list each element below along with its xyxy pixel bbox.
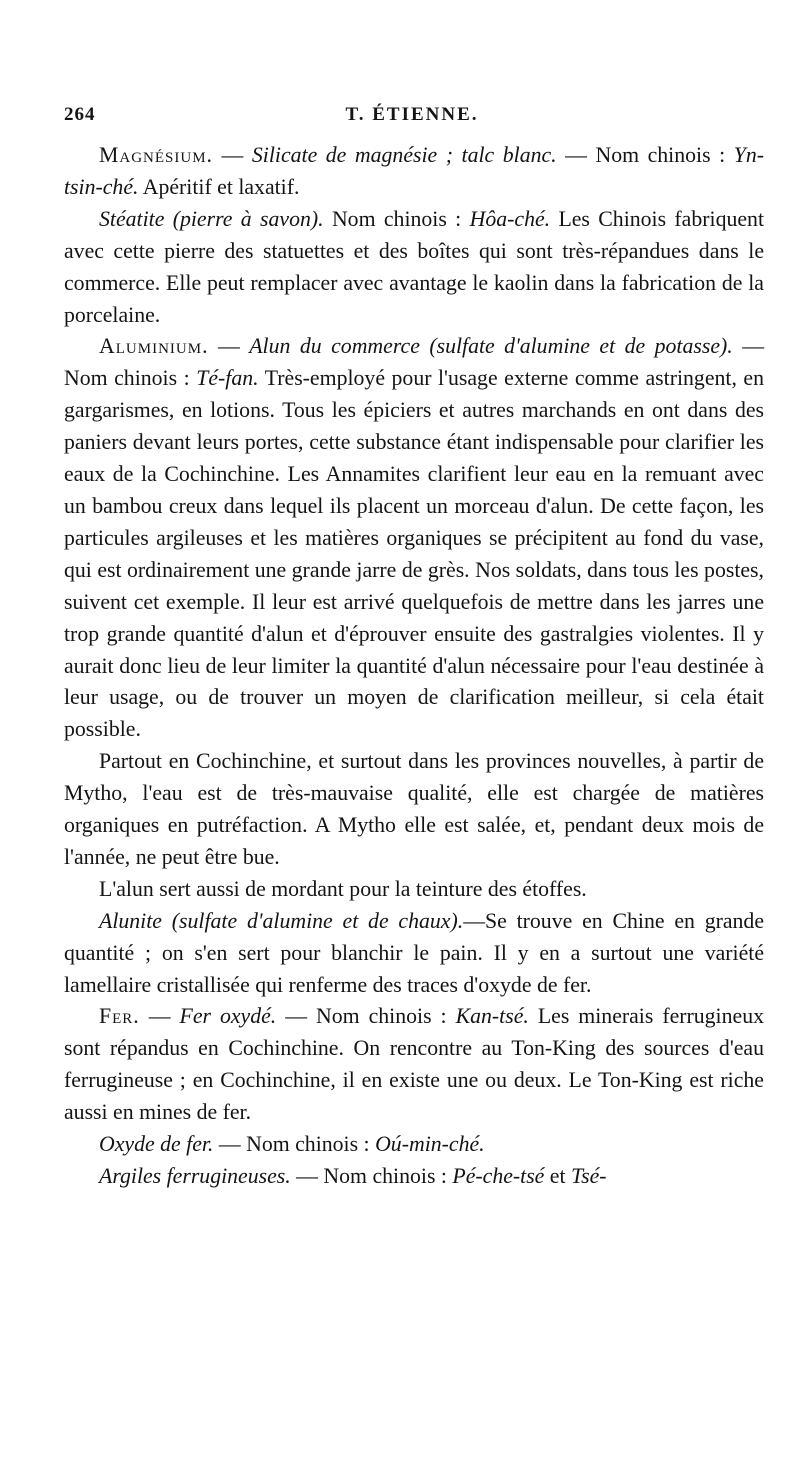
text-run: —: [208, 334, 250, 359]
section-heading: Aluminium.: [99, 334, 209, 359]
text-run: et: [544, 1164, 571, 1188]
section-heading: Magnésium.: [99, 143, 213, 167]
italic-term: Tsé-: [571, 1164, 607, 1188]
text-run: —: [139, 1004, 180, 1029]
running-header: [64, 104, 760, 134]
italic-term: Yn-tsin-ché.: [64, 143, 764, 199]
paragraph: [64, 746, 764, 874]
paragraph: [64, 204, 764, 332]
italic-term: Pé-che-tsé: [452, 1164, 545, 1188]
text-run: — Nom chinois :: [290, 1164, 453, 1188]
text-run: Nom chinois :: [323, 206, 470, 231]
page-number: 264: [64, 104, 96, 125]
text-run: — Nom chinois :: [64, 334, 764, 391]
italic-term: Stéatite (pierre à savon).: [99, 206, 324, 231]
paragraph: [64, 874, 764, 906]
italic-term: Hôa-ché.: [469, 206, 551, 231]
italic-term: Kan-tsé.: [455, 1004, 529, 1029]
italic-term: Alun du commerce (sulfate d'alumine et de potasse).: [249, 334, 733, 359]
text-run: Les Chinois fabriquent avec cette pierre des statuettes et des boîtes qui sont très-répandues dans le commerce. Elle peut remplacer avec avantage le kaolin dans la fabrication de la porcelaine.: [64, 206, 764, 327]
text-run: — Nom chinois :: [276, 1004, 456, 1029]
text-run: — Nom chinois :: [213, 1132, 376, 1157]
running-title: T. ÉTIENNE.: [345, 104, 479, 125]
body-text: [64, 140, 764, 1193]
italic-term: Fer oxydé.: [179, 1004, 277, 1029]
paragraph: [64, 906, 764, 1002]
paragraph: [64, 1161, 764, 1193]
text-run: Apéritif et laxatif.: [138, 174, 300, 199]
paragraph: [64, 140, 764, 204]
italic-term: Silicate de magnésie ; talc blanc.: [251, 143, 557, 167]
paragraph: [64, 1129, 764, 1161]
section-heading: Fer.: [99, 1004, 140, 1029]
text-run: —Se trouve en Chine en grande quantité ; on s'en sert pour blanchir le pain. Il y en a surtout une variété lamellaire cristallisée qui renferme des traces d'oxyde de fer.: [64, 908, 764, 997]
italic-term: Argiles ferrugineuses.: [99, 1164, 291, 1188]
paragraph: [64, 1001, 764, 1129]
italic-term: Oú-min-ché.: [375, 1132, 485, 1157]
text-run: L'alun sert aussi de mordant pour la teinture des étoffes.: [99, 876, 587, 901]
italic-term: Oxyde de fer.: [99, 1132, 214, 1157]
text-run: — Nom chinois :: [556, 143, 734, 167]
text-run: Les minerais ferrugineux sont répandus en Cochinchine. On rencontre au Ton-King des sources d'eau ferrugineuse ; en Cochinchine, il en existe une ou deux. Le Ton-King est riche aussi en mines de fer.: [64, 1004, 764, 1125]
paragraph: [64, 331, 764, 746]
text-run: Très-employé pour l'usage externe comme astringent, en gargarismes, en lotions. Tous les épiciers et autres marchands en ont dans des paniers devant leurs portes, cette substance étant indispensable pour clarifier les eaux de la Cochinchine. Les Annamites clarifient leur eau en la remuant avec un bambou creux dans lequel ils placent un morceau d'alun. De cette façon, les particules argileuses et les matières organiques se précipitent au fond du vase, qui est ordinairement une grande jarre de grès. Nos soldats, dans tous les postes, suivent cet exemple. Il leur est arrivé quelquefois de mettre dans les jarres une trop grande quantité d'alun et d'éprouver ensuite des gastralgies violentes. Il y aurait donc lieu de leur limiter la quantité d'alun nécessaire pour l'eau destinée à leur usage, ou de trouver un moyen de clarification meilleur, si cela était possible.: [64, 366, 765, 742]
text-run: Partout en Cochinchine, et surtout dans les provinces nouvelles, à partir de Mytho, l'eau est de très-mauvaise qualité, elle est chargée de matières organiques en putréfaction. A Mytho elle est salée, et, pendant deux mois de l'année, ne peut être bue.: [64, 749, 764, 869]
text-run: —: [213, 143, 252, 167]
italic-term: Alunite (sulfate d'alumine et de chaux).: [99, 908, 464, 933]
italic-term: Té-fan.: [196, 366, 259, 391]
